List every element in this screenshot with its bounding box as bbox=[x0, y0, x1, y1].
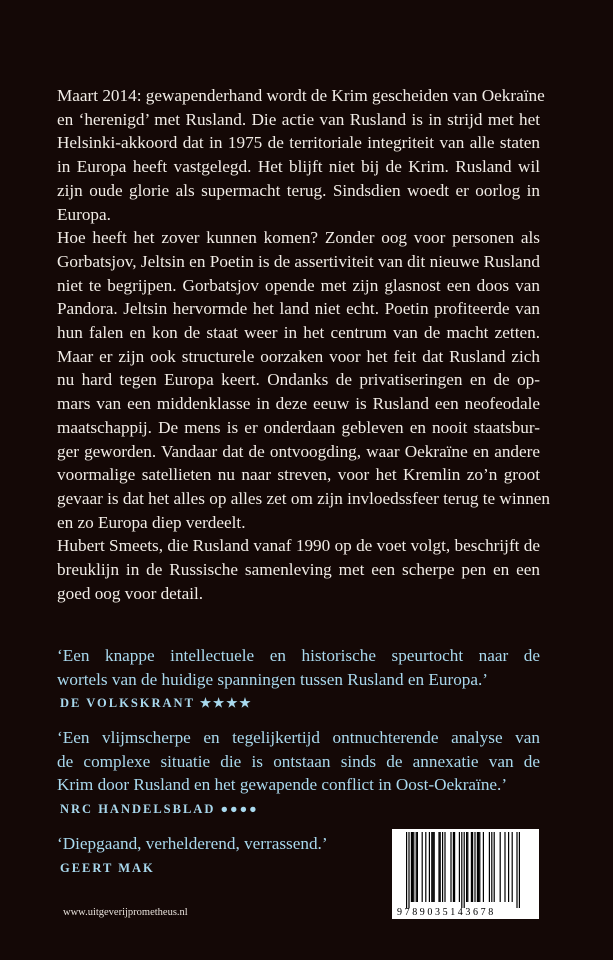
barcode-bar bbox=[504, 832, 505, 902]
barcode-bar bbox=[483, 832, 484, 902]
blurb-line: Maart 2014: gewapenderhand wordt de Krim gescheiden van Oekraïne bbox=[57, 86, 545, 105]
quote-line: de complexe situatie die is ontstaan sinds de annexatie van de bbox=[57, 751, 540, 771]
barcode-bar bbox=[467, 832, 468, 902]
blurb-line: Europa. bbox=[57, 204, 111, 224]
barcode-bar bbox=[479, 832, 480, 902]
barcode-bar bbox=[489, 832, 490, 902]
barcode-bar bbox=[413, 832, 414, 902]
blurb-line: in Europa heeft vastgelegd. Het blijft niet bij de Krim. Rusland wil bbox=[57, 157, 540, 177]
quote-line: Krim door Rusland en het gewapende conflict in Oost-Oekraïne.’ bbox=[57, 775, 508, 794]
quote-line: ‘Een knappe intellectuele en historische speurtocht naar de bbox=[57, 646, 540, 665]
barcode-bar bbox=[500, 832, 501, 902]
barcode-bar bbox=[477, 832, 478, 902]
blurb-line: zijn oude glorie als supermacht terug. Sindsdien woedt er oorlog in bbox=[57, 180, 540, 200]
barcode-bar bbox=[442, 832, 443, 902]
publisher-website: www.uitgeverijprometheus.nl bbox=[63, 907, 188, 918]
isbn-number: 9789035143678 bbox=[397, 907, 496, 918]
blurb-line: goed oog voor detail. bbox=[57, 583, 204, 603]
barcode-bar bbox=[431, 832, 432, 902]
barcode-bar bbox=[417, 832, 418, 902]
barcode-bar bbox=[429, 832, 430, 902]
barcode-bar bbox=[491, 832, 492, 902]
quote-line: ‘Een vlijmscherpe en tegelijkertijd ontnuchterende analyse van bbox=[57, 728, 540, 747]
blurb-line: Helsinki-akkoord dat in 1975 de territoriale integriteit van alle staten bbox=[57, 133, 540, 153]
barcode-bar bbox=[466, 832, 467, 902]
barcode-bar bbox=[454, 832, 455, 902]
barcode-bar bbox=[474, 832, 475, 902]
barcode-bar bbox=[450, 832, 451, 902]
blurb-line: breuklijn in de Russische samenleving met een scherpe pen en een bbox=[57, 560, 540, 580]
review-quote-nrc bbox=[57, 726, 540, 821]
barcode-bar bbox=[461, 832, 462, 908]
blurb-line: Hoe heeft het zover kunnen komen? Zonder oog voor personen als bbox=[57, 228, 540, 248]
blurb-line: nu hard tegen Europa keert. Ondanks de privatiseringen en de op- bbox=[57, 370, 540, 390]
blurb-line: Pandora. Jeltsin hervormde het land niet echt. Poetin profiteerde van bbox=[57, 299, 540, 319]
barcode-bar bbox=[453, 832, 454, 902]
blurb-line: Gorbatsjov, Jeltsin en Poetin is de assertiviteit van dit nieuwe Rusland bbox=[57, 251, 540, 271]
barcode-bar bbox=[422, 832, 423, 902]
quote-source: DE VOLKSKRANT ★★★★ bbox=[60, 696, 253, 710]
blurb-line: voormalige satellieten nu naar streven, voor het Kremlin zo’n groot bbox=[57, 465, 540, 485]
quote-source: GEERT MAK bbox=[60, 860, 155, 875]
barcode-bar bbox=[472, 832, 473, 902]
barcode-bar bbox=[408, 832, 409, 908]
barcode-bar bbox=[406, 832, 407, 908]
blurb-line: Hubert Smeets, die Rusland vanaf 1990 op de voet volgt, beschrijft de bbox=[57, 536, 540, 556]
barcode-bar bbox=[516, 832, 517, 908]
blurb-line: hun falen en kon de staat weer in het centrum van de macht zetten. bbox=[57, 323, 540, 343]
barcode-bar bbox=[440, 832, 441, 902]
barcode-bar bbox=[416, 832, 417, 902]
blurb-line: Maar er zijn ook structurele oorzaken voor het feit dat Rusland zich bbox=[57, 346, 540, 366]
isbn-barcode bbox=[392, 829, 539, 919]
blurb-text bbox=[57, 84, 551, 605]
barcode-bar bbox=[425, 832, 426, 902]
barcode-bar bbox=[438, 832, 439, 902]
barcode-bar bbox=[519, 832, 520, 908]
barcode-graphic bbox=[392, 829, 539, 919]
barcode-bar bbox=[412, 832, 413, 902]
barcode-bar bbox=[432, 832, 433, 902]
blurb-line: mars van een middenklasse in deze eeuw is Rusland een neofeodale bbox=[57, 394, 540, 414]
barcode-bar bbox=[494, 832, 495, 902]
barcode-bar bbox=[464, 832, 465, 908]
blurb-line: en ‘herenigd’ met Rusland. Die actie van Rusland is in strijd met het bbox=[57, 109, 540, 129]
quote-line: ‘Diepgaand, verhelderend, verrassend.’ bbox=[57, 834, 328, 853]
barcode-bar bbox=[471, 832, 472, 902]
barcode-bar bbox=[434, 832, 435, 902]
review-quote-volkskrant bbox=[57, 644, 540, 716]
blurb-line: maatschappij. De mens is er onderdaan gebleven en nooit staatsbur- bbox=[57, 417, 540, 437]
barcode-bar bbox=[478, 832, 479, 902]
blurb-line: ger geworden. Vandaar dat de ontvoogding, waar Oekraïne en andere bbox=[57, 441, 540, 461]
barcode-bar bbox=[512, 832, 513, 902]
barcode-bar bbox=[508, 832, 509, 902]
barcode-bar bbox=[444, 832, 445, 902]
barcode-bar bbox=[459, 832, 460, 902]
quote-line: wortels van de huidige spanningen tussen Rusland en Europa.’ bbox=[57, 669, 489, 689]
quote-source: NRC HANDELSBLAD ●●●● bbox=[60, 801, 259, 816]
blurb-line: niet te begrijpen. Gorbatsjov opende met zijn glasnost een doos van bbox=[57, 275, 540, 295]
barcode-bar bbox=[411, 832, 412, 902]
blurb-line: gevaar is dat het alles op alles zet om zijn invloedssfeer terug te winnen bbox=[57, 488, 551, 508]
blurb-line: en zo Europa diep verdeelt. bbox=[57, 512, 246, 532]
